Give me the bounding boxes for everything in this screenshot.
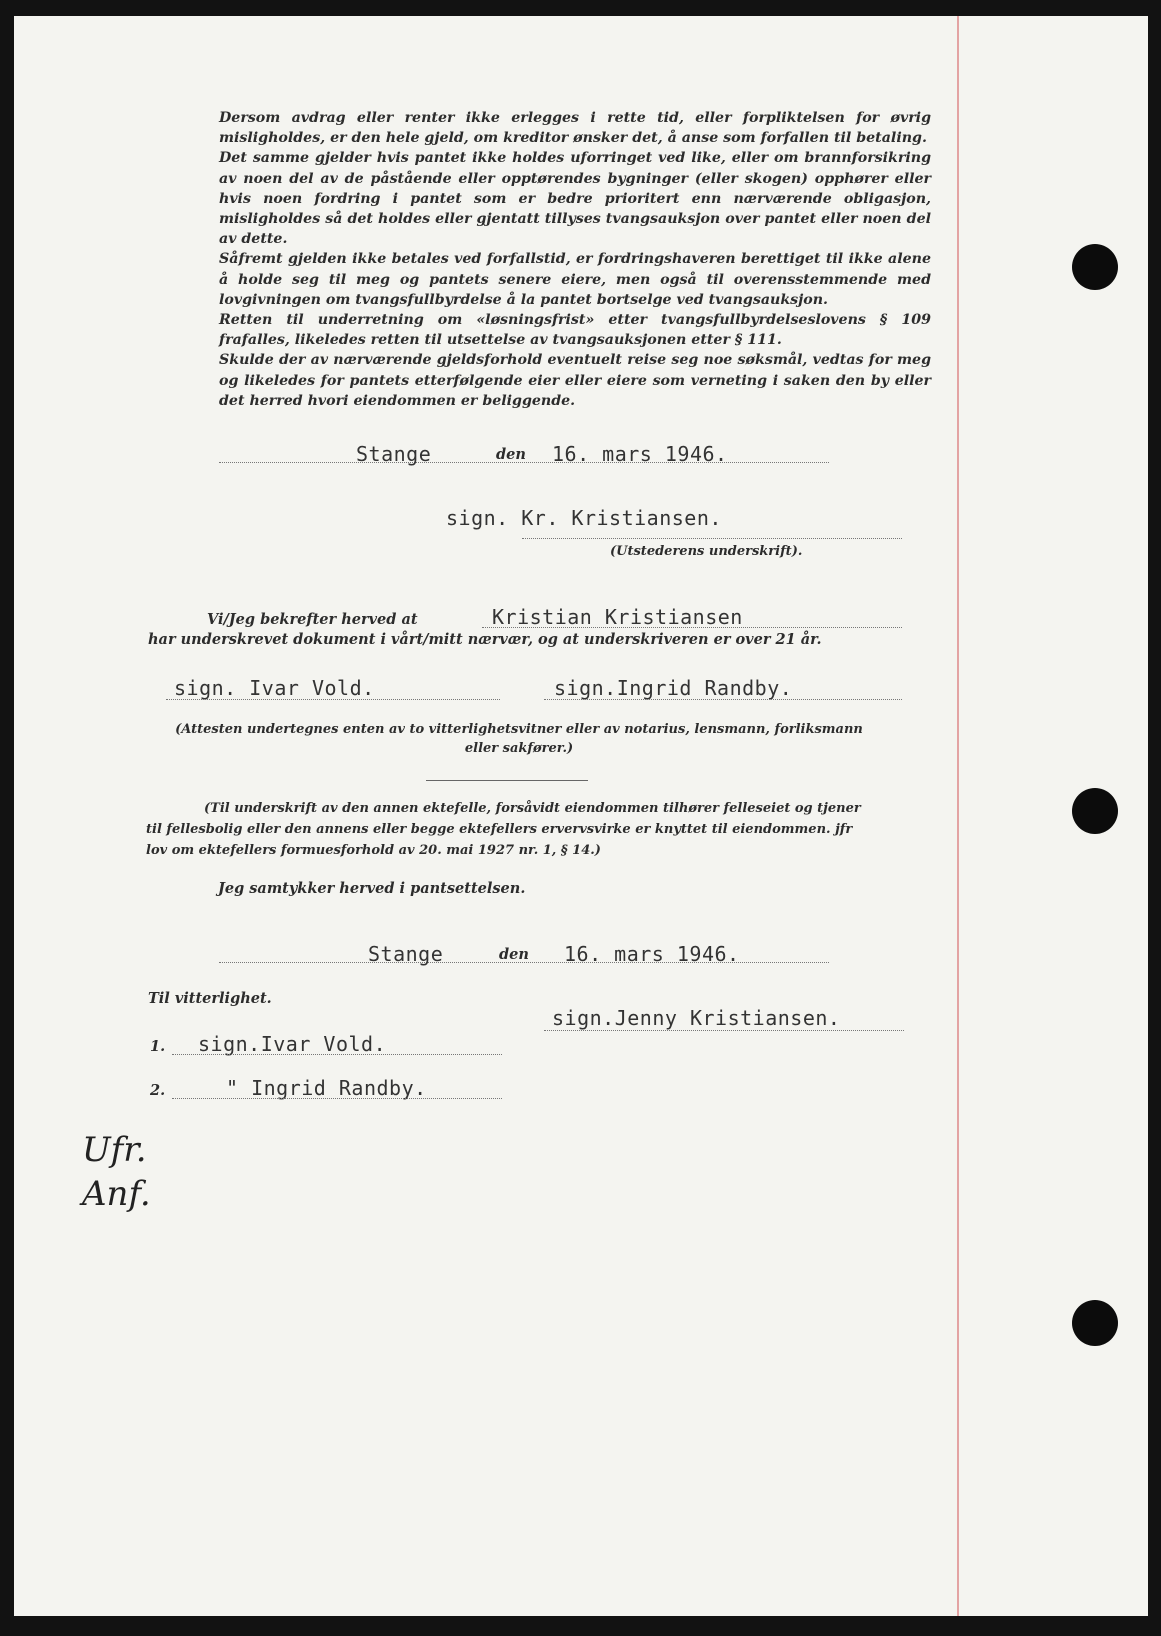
punch-hole [1072,1300,1118,1346]
attest-note-line: (Attesten undertegnes enten av to vitterlighetsvitner eller av notarius, lensmann, forliksmann [175,722,863,737]
terms-paragraph: Dersom avdrag eller renter ikke erlegges i rette tid, eller forpliktelsen for øvrig misligholdes, er den hele gjeld, om kreditor ønsker det, å anse som forfallen til betaling. [219,110,931,147]
handwritten-note-line: Ufr. [82,1130,147,1170]
punch-hole [1072,788,1118,834]
spouse-signature: sign.Jenny Kristiansen. [552,1006,841,1030]
spouse-note-line: (Til underskrift av den annen ektefelle, forsåvidt eiendommen tilhører felleseiet og tjener [204,801,861,816]
separator-line [426,780,588,781]
terms-paragraph: Det samme gjelder hvis pantet ikke holdes uforringet ved like, eller om brannforsikring av noen del av de påstående eller opptørendes bygninger (eller skogen) opphører eller hvis noen fordring i pantet som er bedre prioritert enn nærværende obligasjon, misligholdes så det holdes eller gjentatt tillyses tvangsauksjon over pantet eller noen del av dette. [219,150,931,248]
witness-signature-1: sign. Ivar Vold. [174,676,375,700]
attest-note [134,722,904,756]
spouse-note-line: til fellesbolig eller den annens eller begge ektefellers ervervsvirke er knyttet til eiendommen. jfr [146,822,853,837]
consent-witness-1: sign.Ivar Vold. [198,1032,387,1056]
witness-signature-2: sign.Ingrid Randby. [554,676,793,700]
handwritten-note-line: Anf. [82,1174,151,1214]
issue-place: Stange [356,442,432,466]
consent-den-label: den [499,946,529,963]
witness-line-1 [166,699,500,700]
witness-line-2 [544,699,902,700]
consent-place: Stange [368,942,444,966]
margin-rule [957,16,959,1616]
witness-heading: Til vitterlighet. [148,990,272,1007]
consent-witness-line-2 [172,1098,502,1099]
terms-paragraph: Såfremt gjelden ikke betales ved forfallstid, er fordringshaveren berettiget til ikke alene å holde seg til meg og pantets senere eiere, men også til overensstemmende med lovgivningen om tvangsfullbyrdelse å la pantet bortselge ved tvangsauksjon. [219,251,931,308]
consent-statement: Jeg samtykker herved i pantsettelsen. [218,880,526,897]
handwritten-note [82,1128,151,1216]
signature-line [522,538,902,539]
document-page [14,16,1148,1616]
terms-paragraph: Skulde der av nærværende gjeldsforhold eventuelt reise seg noe søksmål, vedtas for meg og likeledes for pantets etterfølgende eier eller eiere som verneting i saken den by eller det herred hvori eiendommen er beliggende. [219,352,931,409]
issue-den-label: den [496,446,526,463]
attest-name-line [482,627,902,628]
witness-number: 2. [150,1082,166,1099]
terms-paragraph: Retten til underretning om «løsningsfrist» etter tvangsfullbyrdelseslovens § 109 frafalles, likeledes retten til utsettelse av tvangsauksjonen etter § 111. [219,312,931,349]
issue-date: 16. mars 1946. [552,442,728,466]
mortgage-terms [151,108,931,411]
attest-statement: har underskrevet dokument i vårt/mitt nærvær, og at underskriveren er over 21 år. [148,631,822,648]
witness-number: 1. [150,1038,166,1055]
consent-witness-line-1 [172,1054,502,1055]
consent-witness-2: " Ingrid Randby. [226,1076,427,1100]
issuer-signature: sign. Kr. Kristiansen. [446,506,722,530]
signature-caption: (Utstederens underskrift). [610,544,803,559]
consent-date: 16. mars 1946. [564,942,740,966]
punch-hole [1072,244,1118,290]
attest-name: Kristian Kristiansen [492,605,743,629]
spouse-note-line: lov om ektefellers formuesforhold av 20. mai 1927 nr. 1, § 14.) [146,843,601,858]
spouse-signature-line [544,1030,904,1031]
attest-intro: Vi/Jeg bekrefter herved at [207,611,418,628]
attest-note-line: eller sakfører.) [464,741,574,756]
